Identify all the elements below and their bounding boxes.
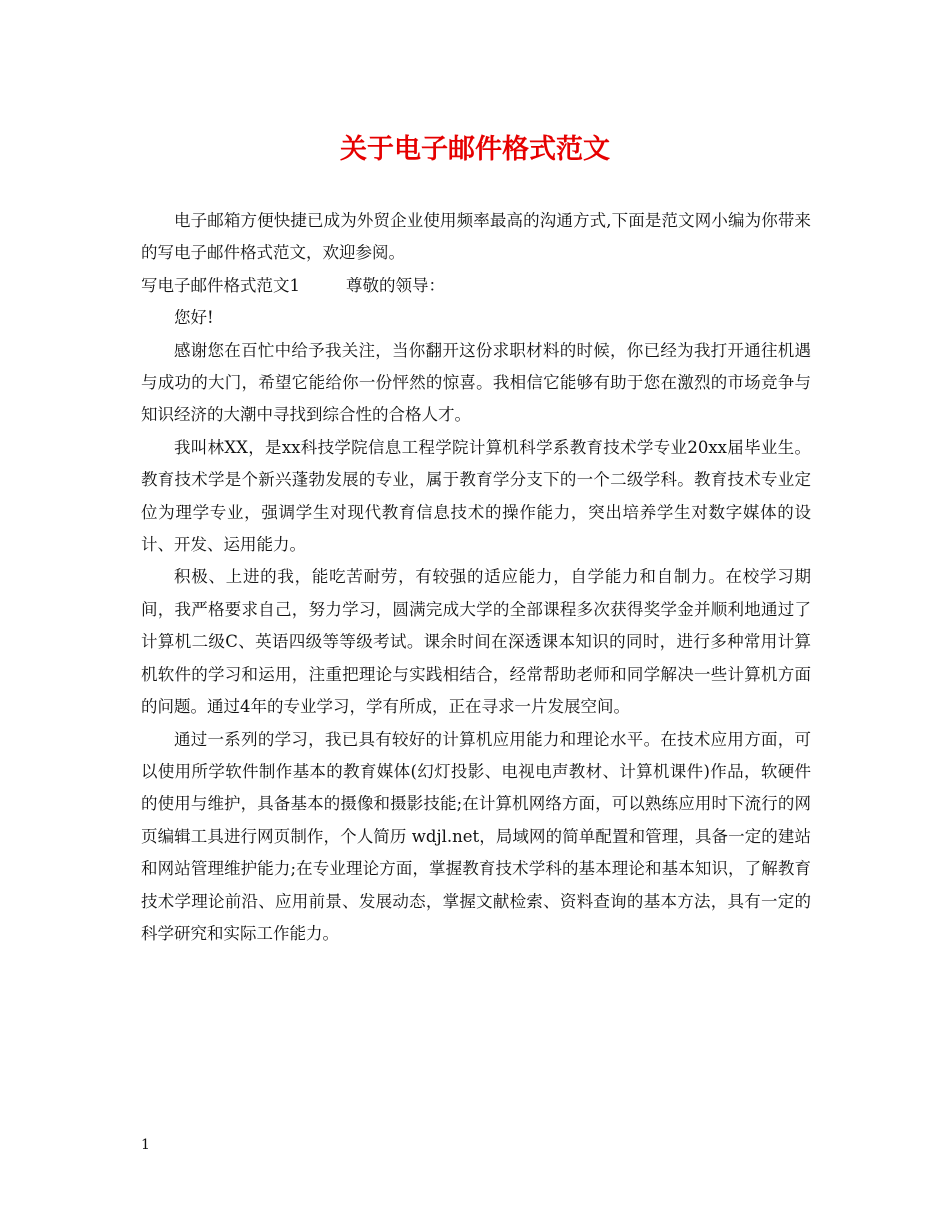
body-paragraph-3: 积极、上进的我，能吃苦耐劳，有较强的适应能力，自学能力和自制力。在校学习期间，我严格要求自己，努力学习，圆满完成大学的全部课程多次获得奖学金并顺利地通过了计算机二级C、英语四级等等级考试。课余时间在深透课本知识的同时，进行多种常用计算机软件的学习和运用，注重把理论与实践相结合，经常帮助老师和同学解决一些计算机方面的问题。通过4年的专业学习，学有所成，正在寻求一片发展空间。	[141, 567, 811, 717]
page-number: 1	[141, 1137, 150, 1153]
salutation: 尊敬的领导：	[346, 275, 445, 295]
body-paragraph-1: 感谢您在百忙中给予我关注，当你翻开这份求职材料的时候，你已经为我打开通往机遇与成功的大门，希望它能给你一份怦然的惊喜。我相信它能够有助于您在激烈的市场竞争与知识经济的大潮中寻找到综合性的合格人才。	[141, 340, 811, 425]
document-body	[141, 205, 811, 950]
body-paragraph-2: 我叫林XX，是xx科技学院信息工程学院计算机科学系教育技术学专业20xx届毕业生。教育技术学是个新兴蓬勃发展的专业，属于教育学分支下的一个二级学科。教育技术专业定位为理学专业，强调学生对现代教育信息技术的操作能力，突出培养学生对数字媒体的设计、开发、运用能力。	[141, 437, 811, 555]
section-heading-line	[141, 270, 811, 302]
intro-paragraph: 电子邮箱方便快捷已成为外贸企业使用频率最高的沟通方式,下面是范文网小编为你带来的写电子邮件格式范文，欢迎参阅。	[141, 211, 811, 263]
section-label: 写电子邮件格式范文1	[141, 275, 300, 295]
document-title: 关于电子邮件格式范文	[340, 134, 610, 165]
body-paragraph-4: 通过一系列的学习，我已具有较好的计算机应用能力和理论水平。在技术应用方面，可以使用所学软件制作基本的教育媒体(幻灯投影、电视电声教材、计算机课件)作品，软硬件的使用与维护，具备基本的摄像和摄影技能;在计算机网络方面，可以熟练应用时下流行的网页编辑工具进行网页制作，个人简历 wdjl.net，局域网的简单配置和管理，具备一定的建站和网站管理维护能力;在专业理论方面，掌握教育技术学科的基本理论和基本知识，了解教育技术学理论前沿、应用前景、发展动态，掌握文献检索、资料查询的基本方法，具有一定的科学研究和实际工作能力。	[141, 729, 811, 943]
greeting: 您好!	[174, 308, 214, 328]
